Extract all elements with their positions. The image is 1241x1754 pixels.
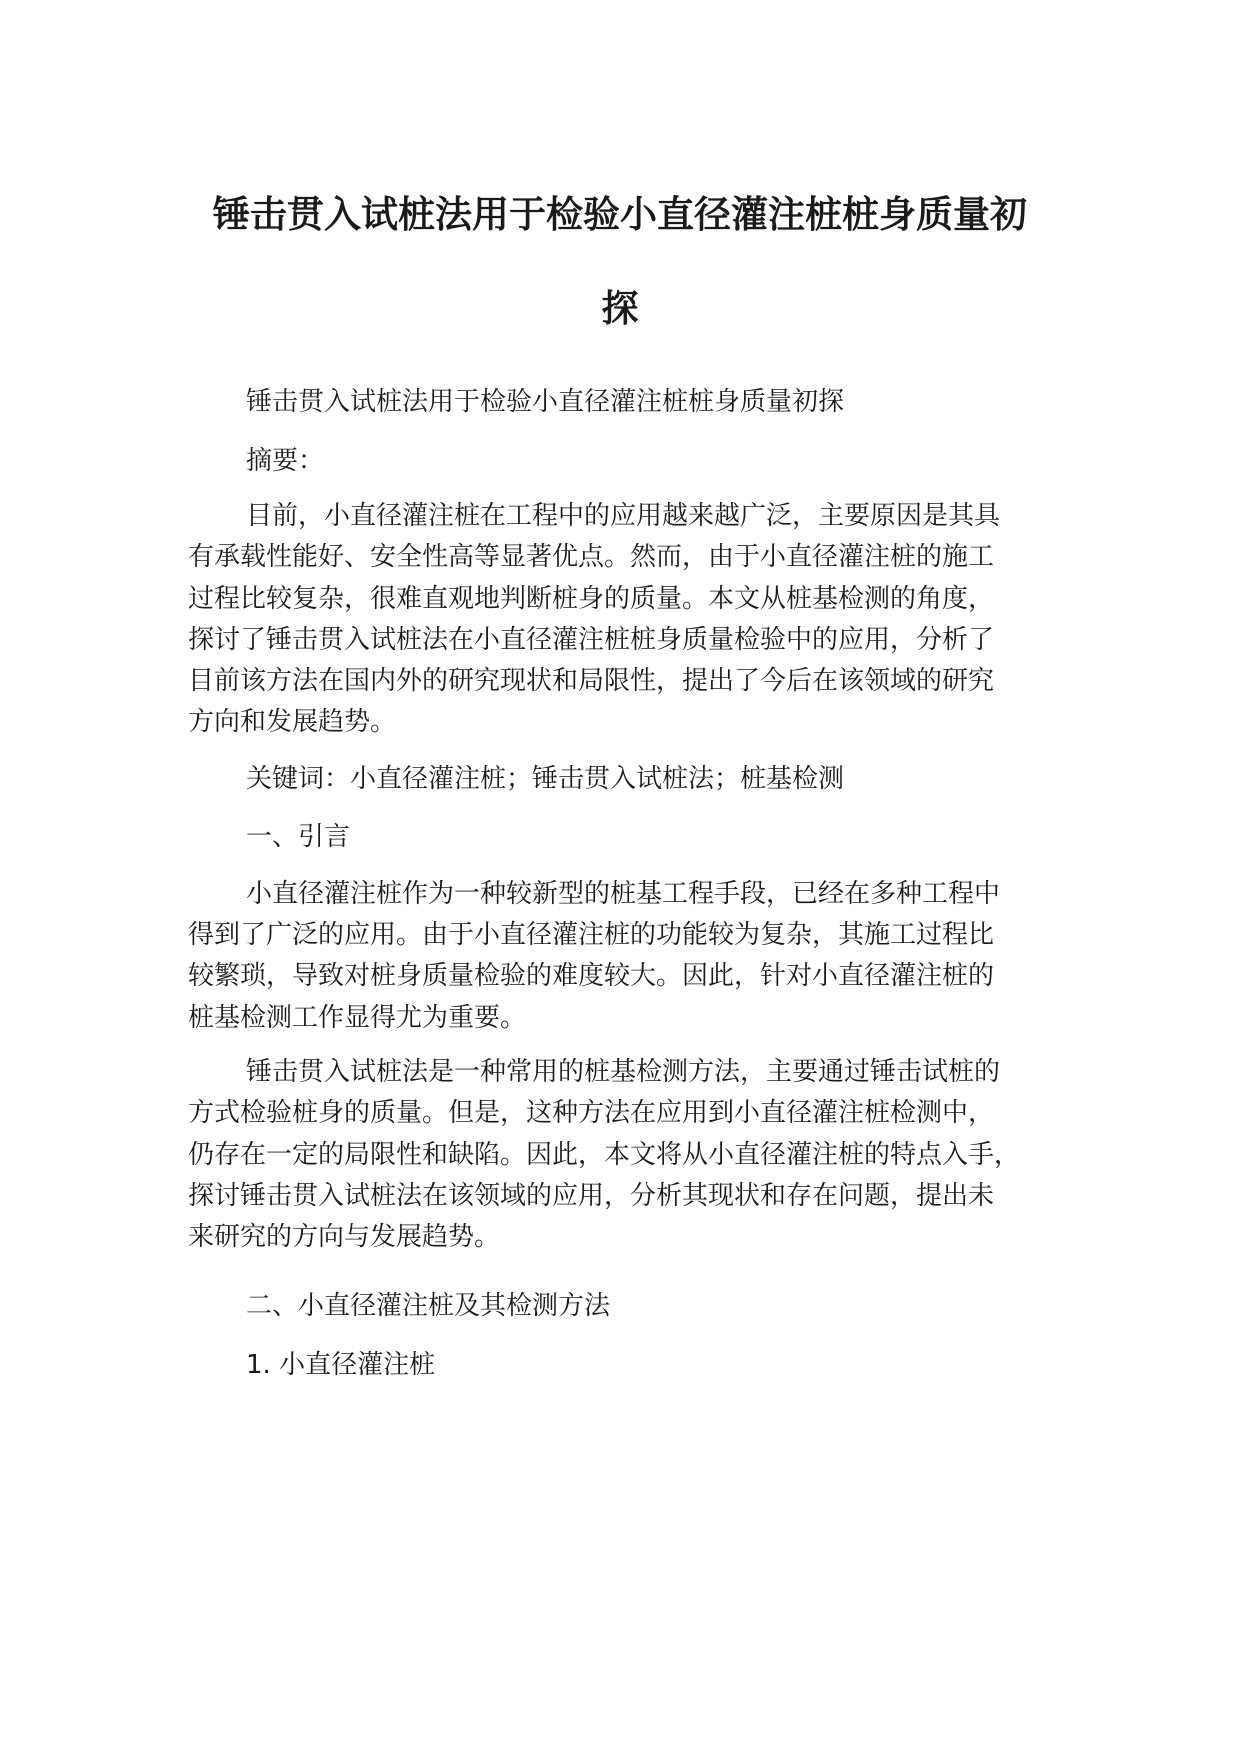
paragraph-line: 桩基检测工作显得尤为重要。 bbox=[188, 1002, 527, 1033]
section-heading-2 bbox=[188, 1284, 1088, 1329]
paragraph-line: 来研究的方向与发展趋势。 bbox=[188, 1222, 501, 1253]
paragraph-line: 有承载性能好、安全性高等显著优点。然而，由于小直径灌注桩的施工 bbox=[188, 542, 995, 573]
paragraph-line: 关键词：小直径灌注桩；锤击贯入试桩法；桩基检测 bbox=[246, 763, 845, 794]
paragraph-line: 锤击贯入试桩法是一种常用的桩基检测方法，主要通过锤击试桩的 bbox=[246, 1056, 1001, 1087]
paragraph-line: 探讨了锤击贯入试桩法在小直径灌注桩桩身质量检验中的应用，分析了 bbox=[188, 624, 995, 655]
introduction-paragraph-1 bbox=[188, 874, 1088, 1039]
subsection-heading-2-1 bbox=[188, 1343, 1088, 1388]
paragraph-line: 方向和发展趋势。 bbox=[188, 707, 397, 738]
document-title bbox=[190, 168, 1050, 356]
paragraph-line: 一、引言 bbox=[246, 822, 351, 853]
title-line-1: 锤击贯入试桩法用于检验小直径灌注桩桩身质量初 bbox=[213, 193, 1027, 236]
paragraph-line: 方式检验桩身的质量。但是，这种方法在应用到小直径灌注桩检测中， bbox=[188, 1098, 995, 1129]
abstract-paragraph bbox=[188, 496, 1088, 744]
paragraph-line: 过程比较复杂，很难直观地判断桩身的质量。本文从桩基检测的角度， bbox=[188, 583, 995, 614]
paragraph-line: 1. 小直径灌注桩 bbox=[246, 1349, 436, 1380]
paragraph-line: 得到了广泛的应用。由于小直径灌注桩的功能较为复杂，其施工过程比 bbox=[188, 920, 995, 951]
document-body bbox=[188, 380, 1088, 1408]
abstract-heading bbox=[188, 439, 1088, 484]
paragraph-line: 摘要： bbox=[246, 445, 325, 476]
paragraph-line: 锤击贯入试桩法用于检验小直径灌注桩桩身质量初探 bbox=[246, 387, 845, 417]
title-line-2: 探 bbox=[601, 287, 639, 330]
paragraph-line: 目前，小直径灌注桩在工程中的应用越来越广泛，主要原因是其具 bbox=[246, 501, 1001, 531]
introduction-paragraph-2 bbox=[188, 1052, 1088, 1258]
keywords-paragraph bbox=[188, 757, 1088, 802]
paragraph-line: 较繁琐，导致对桩身质量检验的难度较大。因此，针对小直径灌注桩的 bbox=[188, 961, 995, 992]
subtitle-paragraph bbox=[188, 380, 1088, 425]
paragraph-line: 探讨锤击贯入试桩法在该领域的应用，分析其现状和存在问题，提出未 bbox=[188, 1180, 995, 1211]
paragraph-line: 仍存在一定的局限性和缺陷。因此，本文将从小直径灌注桩的特点入手， bbox=[188, 1139, 1021, 1170]
paragraph-line: 小直径灌注桩作为一种较新型的桩基工程手段，已经在多种工程中 bbox=[246, 878, 1001, 909]
paragraph-line: 二、小直径灌注桩及其检测方法 bbox=[246, 1291, 611, 1322]
section-heading-introduction bbox=[188, 815, 1088, 860]
paragraph-line: 目前该方法在国内外的研究现状和局限性，提出了今后在该领域的研究 bbox=[188, 666, 995, 697]
